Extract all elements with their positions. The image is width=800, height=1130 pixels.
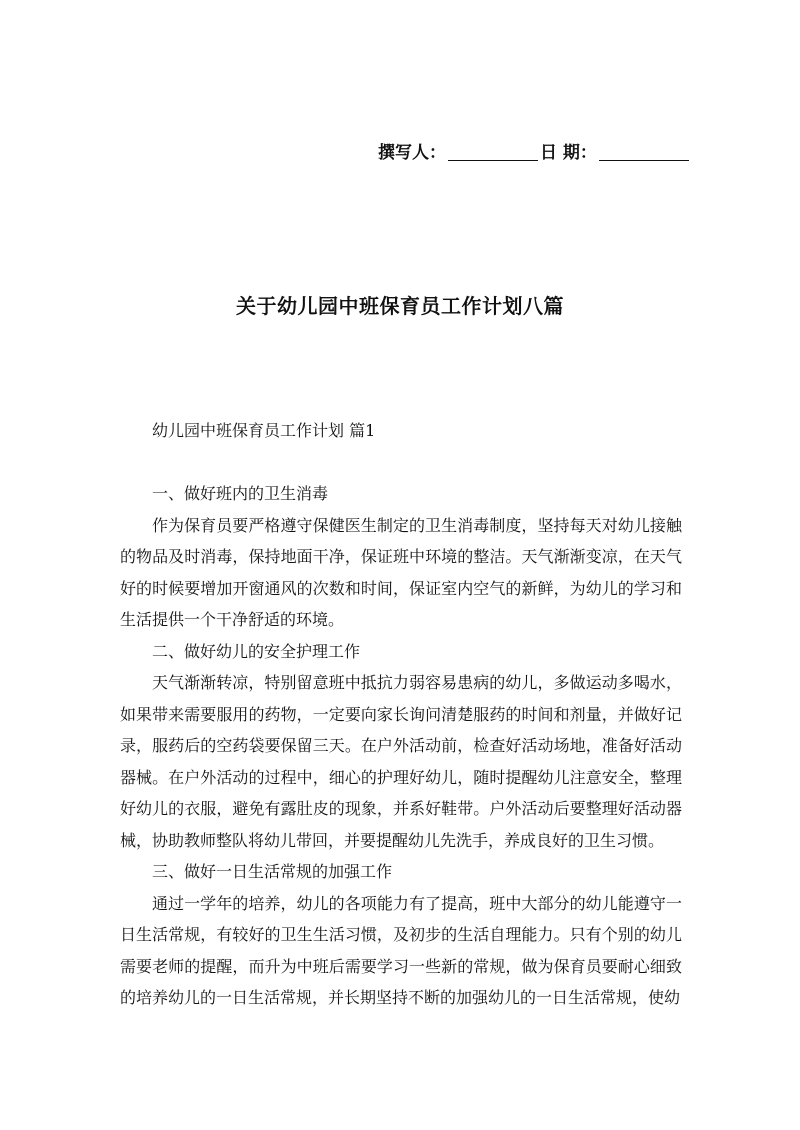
document-body (120, 478, 682, 1014)
paragraph-2: 天气渐渐转凉，特别留意班中抵抗力弱容易患病的幼儿，多做运动多喝水，如果带来需要服用的药物，一定要向家长询问清楚服药的时间和剂量，并做好记录，服药后的空药袋要保留三天。在户外活动前，检查好活动场地，准备好活动器械。在户外活动的过程中，细心的护理好幼儿，随时提醒幼儿注意安全，整理好幼儿的衣服，避免有露肚皮的现象，并系好鞋带。户外活动后要整理好活动器械，协助教师整队将幼儿带回，并要提醒幼儿先洗手，养成良好的卫生习惯。 (120, 673, 682, 850)
heading-1: 一、做好班内的卫生消毒 (152, 484, 329, 503)
author-label: 撰写人： (378, 143, 446, 163)
paragraph-3: 通过一学年的培养，幼儿的各项能力有了提高，班中大部分的幼儿能遵守一日生活常规，有较好的卫生生活习惯，及初步的生活自理能力。只有个别的幼儿需要老师的提醒，而升为中班后需要学习一些新的常规，做为保育员要耐心细致的培养幼儿的一日生活常规，并长期坚持不断的加强幼儿的一日生活常规，使幼 (120, 893, 682, 1007)
date-blank[interactable] (599, 144, 689, 161)
date-label: 日 期： (540, 143, 597, 163)
document-title: 关于幼儿园中班保育员工作计划八篇 (236, 294, 564, 318)
author-date-line (378, 138, 688, 163)
heading-3: 三、做好一日生活常规的加强工作 (152, 862, 393, 881)
section-subtitle: 幼儿园中班保育员工作计划 篇1 (152, 421, 376, 440)
heading-2: 二、做好幼儿的安全护理工作 (152, 641, 361, 661)
paragraph-1: 作为保育员要严格遵守保健医生制定的卫生消毒制度，坚持每天对幼儿接触的物品及时消毒，保持地面干净，保证班中环境的整洁。天气渐渐变凉，在天气好的时候要增加开窗通风的次数和时间，保证室内空气的新鲜，为幼儿的学习和生活提供一个干净舒适的环境。 (120, 515, 682, 629)
author-blank[interactable] (448, 144, 538, 161)
